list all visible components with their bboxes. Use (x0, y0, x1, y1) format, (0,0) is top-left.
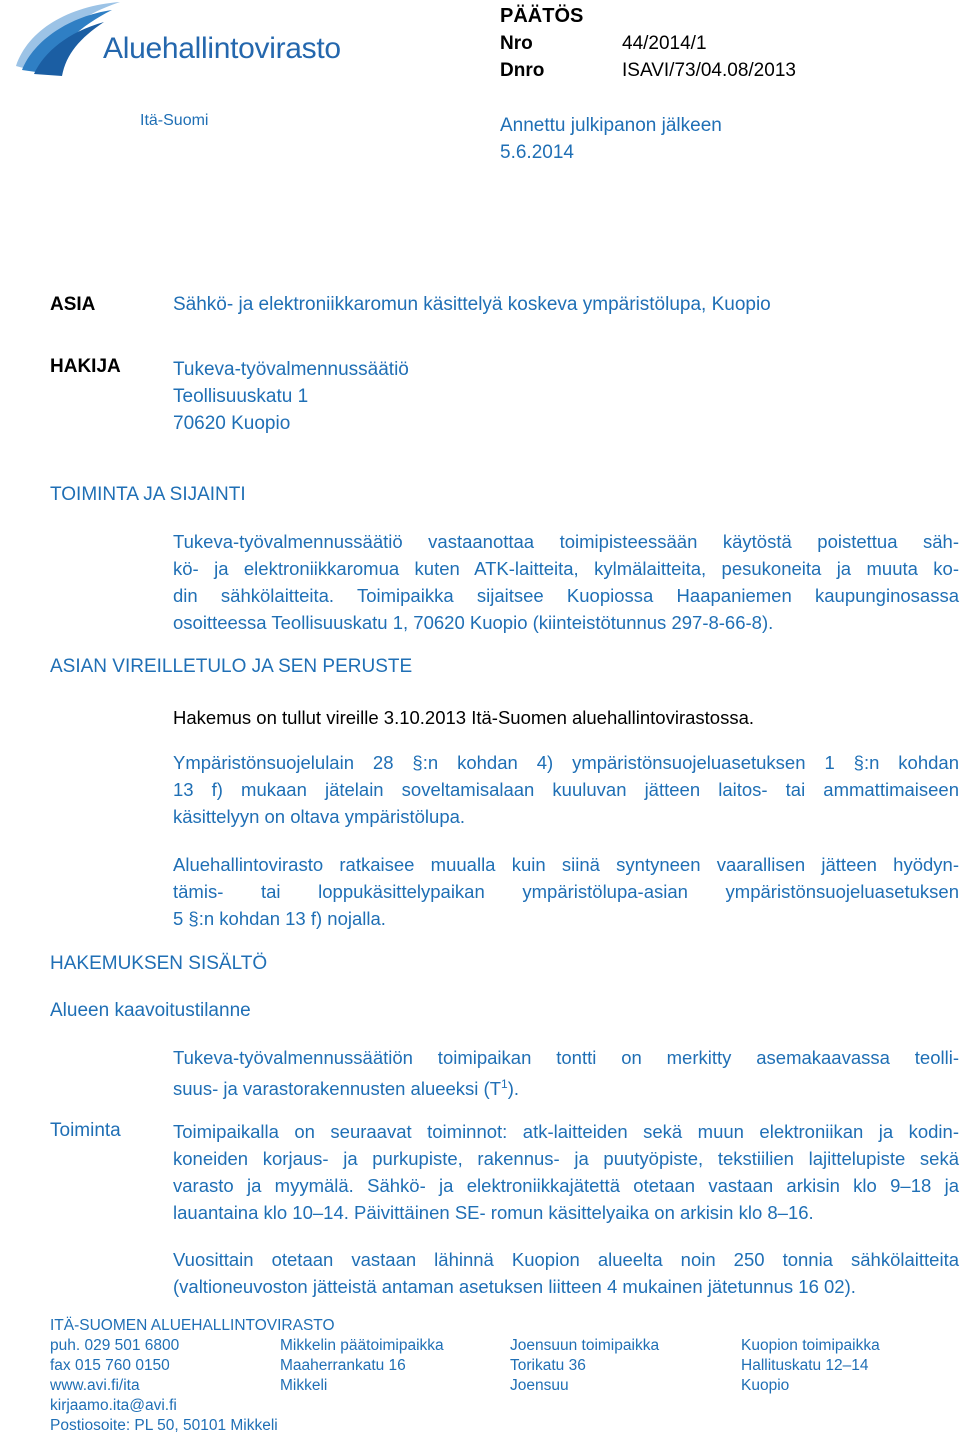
subsection-label: Alueen kaavoitustilanne (50, 1000, 251, 1021)
paragraph-line: 13 f) mukaan jätelain soveltamisalaan kuuluvan jätteen laitos- tai ammattimaiseen (173, 779, 959, 800)
nro-label: Nro (500, 33, 533, 54)
office-name: Mikkelin päätoimipaikka (280, 1337, 444, 1354)
agency-logo (8, 0, 398, 80)
paragraph-line: varasto ja myymälä. Sähkö- ja elektroniikkajätettä otetaan vastaan arkisin klo 9–18 ja (173, 1175, 959, 1196)
section-heading: TOIMINTA JA SIJAINTI (50, 484, 246, 505)
asia-text: Sähkö- ja elektroniikkaromun käsittelyä koskeva ympäristölupa, Kuopio (173, 294, 771, 315)
issue-date: 5.6.2014 (500, 142, 574, 163)
footer-office (510, 1336, 659, 1396)
paragraph-line: Vuosittain otetaan vastaan lähinnä Kuopion alueelta noin 250 tonnia sähkölaitteita (173, 1249, 959, 1270)
doc-type: PÄÄTÖS (500, 5, 584, 27)
office-city: Mikkeli (280, 1377, 328, 1394)
hakija-line: Tukeva-työvalmennussäätiö (173, 359, 409, 380)
paragraph-line: tämis- tai loppukäsittelypaikan ympäristölupa-asian ympäristönsuojeluasetuksen (173, 881, 959, 902)
paragraph-line: Hakemus on tullut vireille 3.10.2013 Itä-Suomen aluehallintovirastossa. (173, 707, 755, 728)
office-street: Torikatu 36 (510, 1357, 586, 1374)
issued-note: Annettu julkipanon jälkeen (500, 115, 722, 136)
paragraph-line: osoitteessa Teollisuuskatu 1, 70620 Kuopio (kiinteistötunnus 297-8-66-8). (173, 612, 774, 633)
office-street: Maaherrankatu 16 (280, 1357, 406, 1374)
paragraph-line: din sähkölaitteita. Toimipaikka sijaitsee Kuopiossa Haapaniemen kaupunginosassa (173, 585, 959, 606)
footer-phone: puh. 029 501 6800 (50, 1337, 180, 1354)
region-name: Itä-Suomi (140, 112, 209, 129)
footer-org: ITÄ-SUOMEN ALUEHALLINTOVIRASTO (50, 1317, 335, 1334)
kaavoitus-text: suus- ja varastorakennusten alueeksi (T (173, 1078, 502, 1100)
paragraph-line: (valtioneuvoston jätteistä antaman asetuksen liitteen 4 mukainen jätetunnus 16 02). (173, 1276, 856, 1297)
footer-office (280, 1336, 444, 1396)
location-paragraph (173, 528, 959, 636)
paragraph-line: Tukeva-työvalmennussäätiön toimipaikan tontti on merkitty asemakaavassa teolli- (173, 1047, 959, 1068)
hakija-line: Teollisuuskatu 1 (173, 386, 309, 407)
paragraph-line: Ympäristönsuojelulain 28 §:n kohdan 4) ympäristönsuojeluasetuksen 1 §:n kohdan (173, 752, 959, 773)
office-city: Kuopio (741, 1377, 790, 1394)
nro-value: 44/2014/1 (622, 33, 707, 54)
dnro-label: Dnro (500, 60, 545, 81)
footer-office (741, 1336, 880, 1396)
toiminta-paragraph-2 (173, 1246, 959, 1300)
paragraph-line (173, 1071, 959, 1102)
kaavoitus-end: ). (507, 1078, 520, 1100)
vireilletulo-p1 (173, 704, 959, 731)
paragraph-line: 5 §:n kohdan 13 f) nojalla. (173, 908, 386, 929)
paragraph-line: Toimipaikalla on seuraavat toiminnot: atk-laitteiden sekä muun elektroniikan ja kodin- (173, 1121, 959, 1142)
paragraph-line: kö- ja elektroniikkaromua kuten ATK-laitteita, kylmälaitteita, pesukoneita ja muuta ko- (173, 558, 959, 579)
hakija-line: 70620 Kuopio (173, 413, 291, 434)
footer-web-link[interactable]: www.avi.fi/ita (50, 1377, 140, 1394)
footer-fax: fax 015 760 0150 (50, 1357, 170, 1374)
office-street: Hallituskatu 12–14 (741, 1357, 869, 1374)
section-heading: ASIAN VIREILLETULO JA SEN PERUSTE (50, 656, 413, 677)
vireilletulo-p3 (173, 851, 959, 932)
office-name: Joensuun toimipaikka (510, 1337, 660, 1354)
footer-email-link[interactable]: kirjaamo.ita@avi.fi (50, 1397, 177, 1414)
hakija-label: HAKIJA (50, 356, 121, 377)
paragraph-line: lauantaina klo 10–14. Päivittäinen SE- romun käsittelyaika on arkisin klo 8–16. (173, 1202, 814, 1223)
paragraph-line: käsittelyyn on oltava ympäristölupa. (173, 806, 466, 827)
kaavoitus-paragraph (173, 1044, 959, 1102)
dnro-value: ISAVI/73/04.08/2013 (622, 60, 796, 81)
office-name: Kuopion toimipaikka (741, 1337, 880, 1354)
footer-postal: Postiosoite: PL 50, 50101 Mikkeli (50, 1417, 278, 1434)
office-city: Joensuu (510, 1377, 569, 1394)
paragraph-line: Tukeva-työvalmennussäätiö vastaanottaa toimipisteessään käytöstä poistettua säh- (173, 531, 959, 552)
paragraph-line: Aluehallintovirasto ratkaisee muualla kuin siinä syntyneen vaarallisen jätteen hyödyn- (173, 854, 959, 875)
toiminta-paragraph (173, 1118, 959, 1226)
paragraph-line: koneiden korjaus- ja purkupiste, rakennus- ja puutyöpiste, tekstiilien lajittelupiste sekä (173, 1148, 959, 1169)
subsection-label: Toiminta (50, 1120, 121, 1141)
section-heading: HAKEMUKSEN SISÄLTÖ (50, 953, 268, 974)
kaavoitus-sup: 1 (501, 1077, 508, 1091)
logo-wordmark: Aluehallintovirasto (103, 32, 341, 65)
vireilletulo-p2 (173, 749, 959, 830)
asia-label: ASIA (50, 294, 96, 315)
hakija-address (173, 356, 409, 437)
